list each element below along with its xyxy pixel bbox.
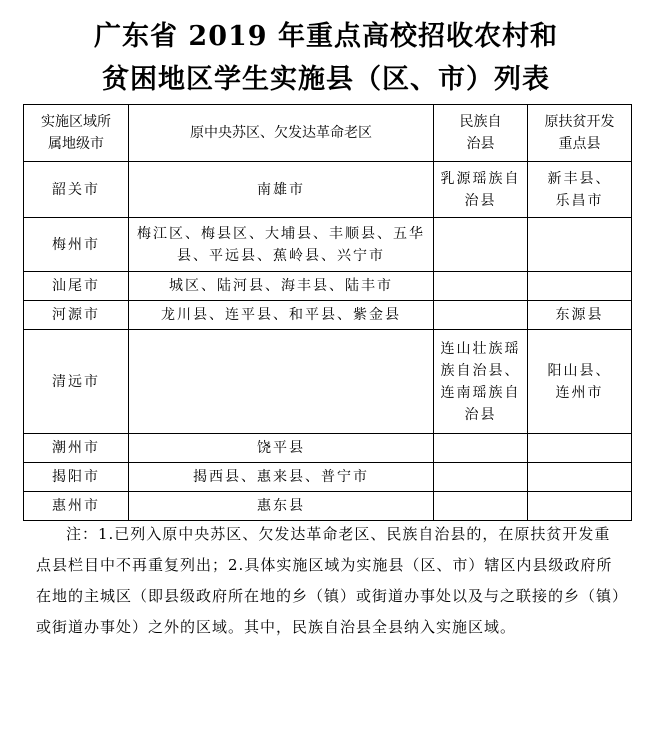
cell-poverty [528,218,632,272]
table-row [24,492,632,521]
cell-city: 汕尾市 [24,272,129,301]
cell-ethnic [434,434,528,463]
cell-ethnic [434,492,528,521]
table-row [24,330,632,434]
county-list-table [23,104,632,521]
cell-poverty [528,492,632,521]
cell-ethnic [434,272,528,301]
cell-old-areas [129,330,434,434]
cell-old-areas: 惠东县 [129,492,434,521]
cell-poverty [528,272,632,301]
cell-ethnic [434,463,528,492]
cell-city: 潮州市 [24,434,129,463]
table-row [24,272,632,301]
cell-ethnic [434,301,528,330]
document-title-line-2: 贫困地区学生实施县（区、市）列表 [102,64,550,95]
cell-city: 河源市 [24,301,129,330]
cell-poverty [528,434,632,463]
cell-old-areas: 饶平县 [129,434,434,463]
header-poverty-counties: 原扶贫开发重点县 [528,105,632,162]
cell-city: 清远市 [24,330,129,434]
cell-old-areas: 城区、陆河县、海丰县、陆丰市 [129,272,434,301]
cell-city: 梅州市 [24,218,129,272]
cell-poverty: 阳山县、连州市 [528,330,632,434]
cell-city: 韶关市 [24,162,129,218]
header-old-revolutionary-areas: 原中央苏区、欠发达革命老区 [129,105,434,162]
table-footnote: 注：1.已列入原中央苏区、欠发达革命老区、民族自治县的，在原扶贫开发重点县栏目中不再重复列出；2.具体实施区域为实施县（区、市）辖区内县级政府所在地的主城区（即县级政府所在地的乡（镇）或街道办事处以及与之联接的乡（镇）或街道办事处）之外的区域。其中，民族自治县全县纳入实施区域。 [36,525,621,636]
cell-poverty: 东源县 [528,301,632,330]
cell-city: 揭阳市 [24,463,129,492]
table-row [24,301,632,330]
table-row [24,434,632,463]
table-row [24,463,632,492]
cell-old-areas: 南雄市 [129,162,434,218]
cell-old-areas: 揭西县、惠来县、普宁市 [129,463,434,492]
cell-old-areas: 龙川县、连平县、和平县、紫金县 [129,301,434,330]
table-header-row [24,105,632,162]
cell-city: 惠州市 [24,492,129,521]
table-row [24,162,632,218]
cell-ethnic: 乳源瑶族自治县 [434,162,528,218]
cell-ethnic [434,218,528,272]
header-ethnic-autonomous-counties: 民族自治县 [434,105,528,162]
cell-ethnic: 连山壮族瑶族自治县、连南瑶族自治县 [434,330,528,434]
cell-poverty [528,463,632,492]
cell-old-areas: 梅江区、梅县区、大埔县、丰顺县、五华县、平远县、蕉岭县、兴宁市 [129,218,434,272]
header-city: 实施区域所属地级市 [24,105,129,162]
cell-poverty: 新丰县、乐昌市 [528,162,632,218]
table-row [24,218,632,272]
document-title-line-1: 广东省 2019 年重点高校招收农村和 [94,21,558,52]
